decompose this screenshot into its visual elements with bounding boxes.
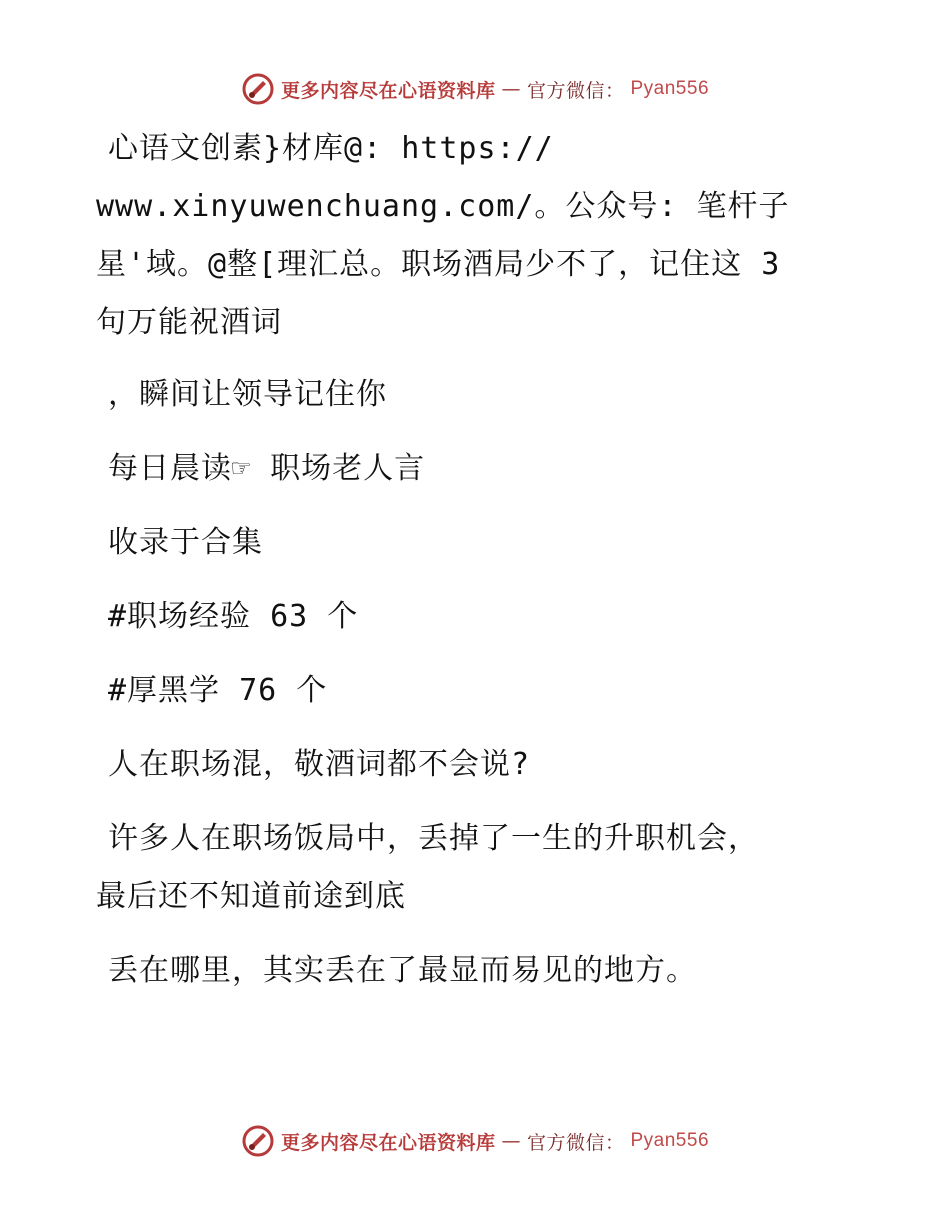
body-paragraph-2 <box>96 942 836 1000</box>
body-paragraph-1-line-1: 许多人在职场饭局中，丢掉了一生的升职机会， <box>108 821 759 856</box>
watermark-brand: 更多内容尽在心语资料库 <box>280 1131 496 1154</box>
tag-thick-black-label: #厚黑学 76 个 <box>108 673 328 708</box>
intro-paragraph-cont <box>96 178 836 352</box>
header-watermark <box>0 72 950 106</box>
body-paragraph-1-cont <box>96 868 836 926</box>
watermark-dash: — <box>501 78 521 100</box>
intro-line-2: www.xinyuwenchuang.com/。公众号: 笔杆子 <box>96 189 790 224</box>
question-paragraph <box>96 736 836 794</box>
subtitle-paragraph <box>96 366 836 424</box>
column-paragraph <box>96 440 836 498</box>
tag-career-experience[interactable] <box>96 588 836 646</box>
watermark-label: 官方微信： <box>526 1131 625 1154</box>
body-paragraph-2-line: 丢在哪里，其实丢在了最显而易见的地方。 <box>108 953 697 988</box>
intro-line-4: 句万能祝酒词 <box>96 305 282 340</box>
watermark-wechat-id: Pyan556 <box>630 78 710 99</box>
tag-career-experience-label: #职场经验 63 个 <box>108 599 359 634</box>
intro-line-1: 心语文创素}材库@: https:// <box>108 131 554 166</box>
watermark-wechat-id: Pyan556 <box>630 1130 710 1151</box>
footer-watermark <box>0 1124 950 1158</box>
watermark-brand: 更多内容尽在心语资料库 <box>280 79 496 102</box>
intro-line-3: 星'域。@整[理汇总。职场酒局少不了，记住这 3 <box>96 247 781 282</box>
subtitle-line: ，瞬间让领导记住你 <box>108 377 387 412</box>
brand-logo-icon <box>241 1124 275 1158</box>
body-paragraph-1-line-2: 最后还不知道前途到底 <box>96 879 406 914</box>
watermark-dash: — <box>501 1130 521 1152</box>
document-body <box>96 120 836 1000</box>
watermark-label: 官方微信： <box>526 79 625 102</box>
tag-thick-black[interactable] <box>96 662 836 720</box>
collection-paragraph <box>96 514 836 572</box>
column-line: 每日晨读☞ 职场老人言 <box>108 451 426 486</box>
body-paragraph-1 <box>96 810 836 868</box>
collection-line: 收录于合集 <box>108 525 263 560</box>
brand-logo-icon <box>241 72 275 106</box>
question-line: 人在职场混，敬酒词都不会说? <box>108 747 531 782</box>
intro-paragraph <box>96 120 836 178</box>
